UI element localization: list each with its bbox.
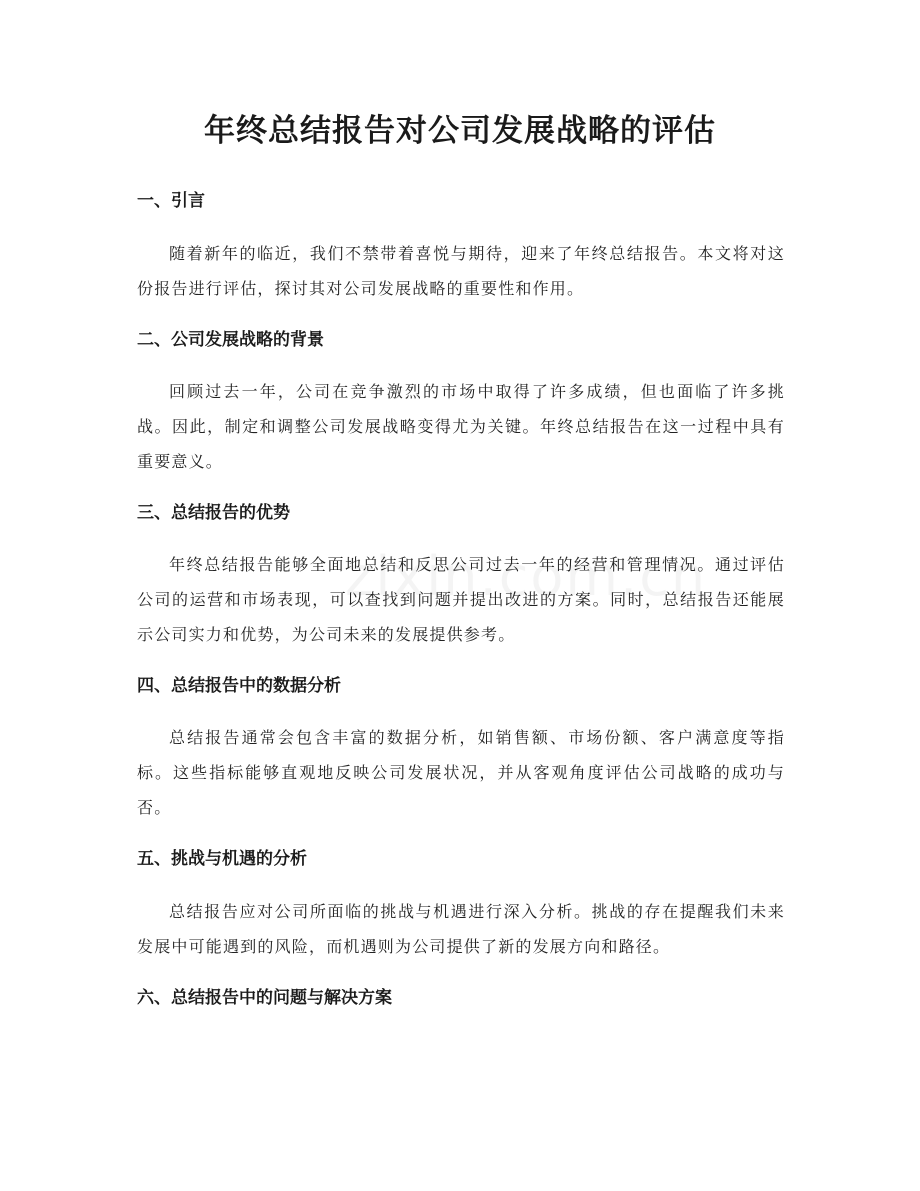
- section-heading-challenges-opportunities: 五、挑战与机遇的分析: [137, 849, 307, 869]
- section-paragraph-data-analysis: 总结报告通常会包含丰富的数据分析，如销售额、市场份额、客户满意度等指标。这些指标能够直观地反映公司发展状况，并从客观角度评估公司战略的成功与否。: [137, 728, 785, 817]
- section-heading-problems-solutions: 六、总结报告中的问题与解决方案: [137, 988, 392, 1008]
- document-title: 年终总结报告对公司发展战略的评估: [204, 113, 716, 149]
- section-paragraph-introduction: 随着新年的临近，我们不禁带着喜悦与期待，迎来了年终总结报告。本文将对这份报告进行评估，探讨其对公司发展战略的重要性和作用。: [137, 244, 785, 298]
- section-paragraph-report-advantages: 年终总结报告能够全面地总结和反思公司过去一年的经营和管理情况。通过评估公司的运营和市场表现，可以查找到问题并提出改进的方案。同时，总结报告还能展示公司实力和优势，为公司未来的发展提供参考。: [137, 555, 785, 644]
- section-paragraph-challenges-opportunities: 总结报告应对公司所面临的挑战与机遇进行深入分析。挑战的存在提醒我们未来发展中可能遇到的风险，而机遇则为公司提供了新的发展方向和路径。: [137, 902, 785, 956]
- section-paragraph-strategy-background: 回顾过去一年，公司在竞争激烈的市场中取得了许多成绩，但也面临了许多挑战。因此，制定和调整公司发展战略变得尤为关键。年终总结报告在这一过程中具有重要意义。: [137, 382, 785, 471]
- section-heading-introduction: 一、引言: [137, 191, 205, 211]
- section-heading-report-advantages: 三、总结报告的优势: [137, 503, 290, 523]
- section-heading-strategy-background: 二、公司发展战略的背景: [137, 330, 324, 350]
- section-heading-data-analysis: 四、总结报告中的数据分析: [137, 676, 341, 696]
